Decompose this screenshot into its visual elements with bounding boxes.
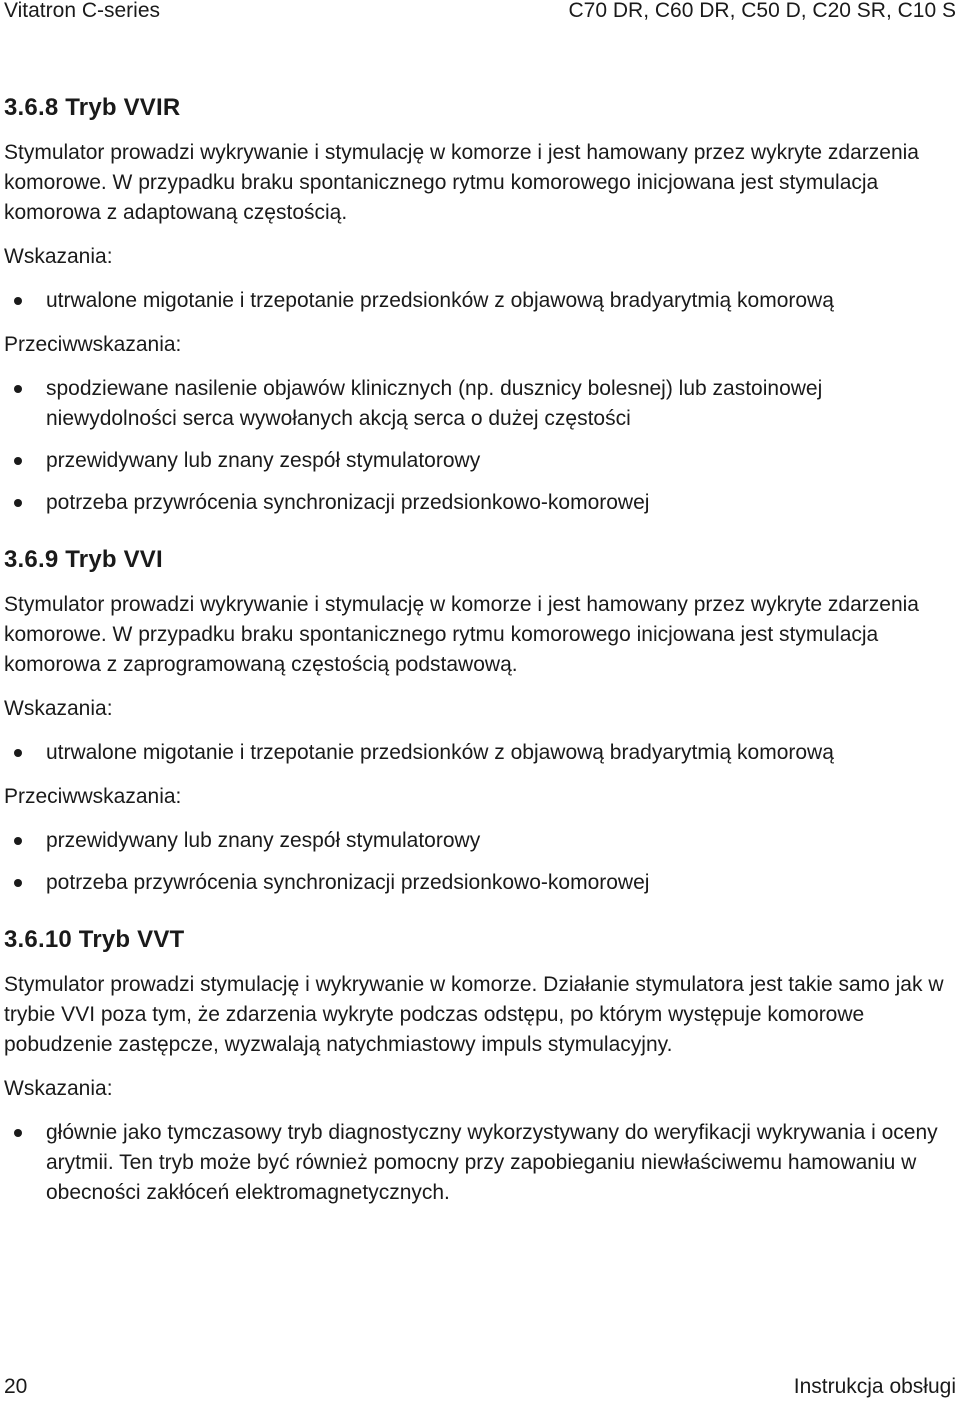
section-description: Stymulator prowadzi wykrywanie i stymulację w komorze i jest hamowany przez wykryte zdarzenia komorowe. W przypadku braku spontanicznego rytmu komorowego inicjowana jest stymulacja komorowa z zaprogramowaną częstością podstawową. <box>4 593 919 676</box>
page-number: 20 <box>4 1375 28 1398</box>
section-title: 3.6.8 Tryb VVIR <box>4 94 181 121</box>
indications-list <box>4 1118 956 1208</box>
header-product-name: Vitatron C-series <box>4 0 161 22</box>
page-header <box>0 0 960 26</box>
page-footer <box>0 1372 960 1404</box>
indications-label: Wskazania: <box>4 697 113 720</box>
section-description: Stymulator prowadzi stymulację i wykrywanie w komorze. Działanie stymulatora jest takie samo jak w trybie VVI poza tym, że zdarzenia wykryte podczas odstępu, po którym występuje komorowe pobudzenie zastępcze, wyzwalają natychmiastowy impuls stymulacyjny. <box>4 973 944 1056</box>
section-vvir <box>4 94 956 518</box>
list-item: przewidywany lub znany zespół stymulatorowy <box>4 446 956 476</box>
indications-label: Wskazania: <box>4 245 113 268</box>
section-description: Stymulator prowadzi wykrywanie i stymulację w komorze i jest hamowany przez wykryte zdarzenia komorowe. W przypadku braku spontanicznego rytmu komorowego inicjowana jest stymulacja komorowa z adaptowaną częstością. <box>4 141 919 224</box>
section-vvt <box>4 926 956 1208</box>
list-item: spodziewane nasilenie objawów klinicznych (np. dusznicy bolesnej) lub zastoinowej niewydolności serca wywołanych akcją serca o dużej częstości <box>4 374 956 434</box>
header-model-list: C70 DR, C60 DR, C50 D, C20 SR, C10 S <box>568 0 956 22</box>
indications-label: Wskazania: <box>4 1077 113 1100</box>
list-item: utrwalone migotanie i trzepotanie przedsionków z objawową bradyarytmią komorową <box>4 738 956 768</box>
list-item: głównie jako tymczasowy tryb diagnostyczny wykorzystywany do weryfikacji wykrywania i oceny arytmii. Ten tryb może być również pomocny przy zapobieganiu niewłaściwemu hamowaniu w obecności zakłóceń elektromagnetycznych. <box>4 1118 956 1208</box>
indications-list <box>4 738 956 768</box>
contraindications-list <box>4 826 956 898</box>
list-item: utrwalone migotanie i trzepotanie przedsionków z objawową bradyarytmią komorową <box>4 286 956 316</box>
contraindications-list <box>4 374 956 518</box>
indications-list <box>4 286 956 316</box>
footer-doc-title: Instrukcja obsługi <box>793 1375 956 1398</box>
contraindications-label: Przeciwwskazania: <box>4 785 182 808</box>
contraindications-label: Przeciwwskazania: <box>4 333 182 356</box>
list-item: potrzeba przywrócenia synchronizacji przedsionkowo-komorowej <box>4 488 956 518</box>
list-item: potrzeba przywrócenia synchronizacji przedsionkowo-komorowej <box>4 868 956 898</box>
section-vvi <box>4 546 956 898</box>
page-content <box>4 94 956 1236</box>
section-title: 3.6.10 Tryb VVT <box>4 926 185 953</box>
section-title: 3.6.9 Tryb VVI <box>4 546 163 573</box>
list-item: przewidywany lub znany zespół stymulatorowy <box>4 826 956 856</box>
